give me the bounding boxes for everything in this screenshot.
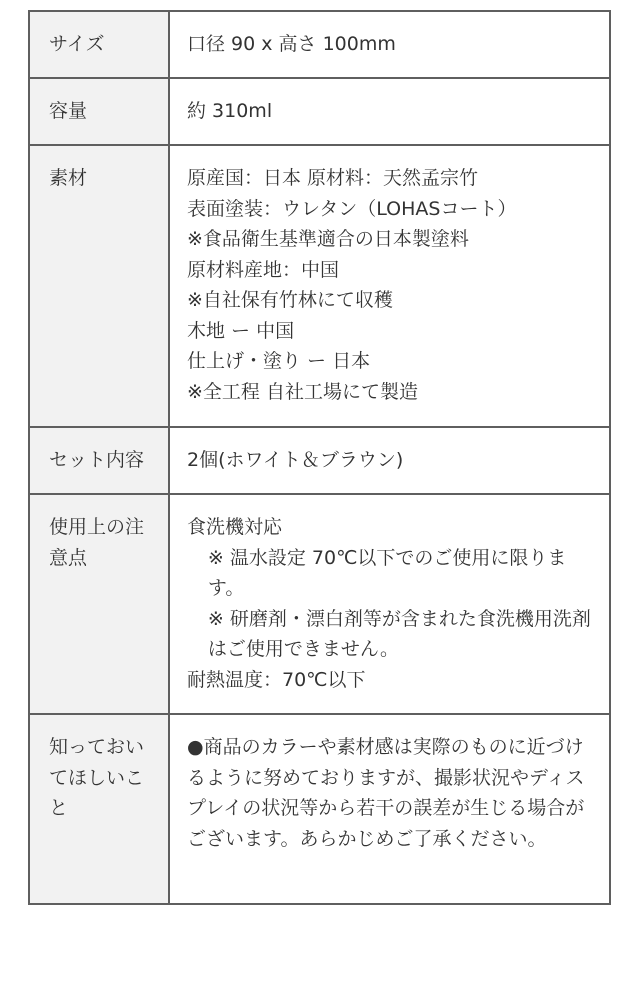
spec-label-notice: 知っておいてほしいこと bbox=[29, 714, 169, 904]
usage-note-line: 食洗機対応 bbox=[187, 516, 283, 538]
material-line: 表面塗装：ウレタン（LOHASコート） bbox=[187, 197, 517, 220]
spec-label-size: サイズ bbox=[29, 11, 169, 78]
spec-label-usage-notes: 使用上の注意点 bbox=[29, 494, 169, 714]
material-line: 仕上げ・塗り ー 日本 bbox=[187, 350, 371, 372]
spec-value-notice: ●商品のカラーや素材感は実際のものに近づけるように努めておりますが、撮影状況やディスプレイの状況等から若干の誤差が生じる場合がございます。あらかじめご了承ください。 bbox=[169, 714, 610, 904]
usage-note-line: ※ 温水設定 70℃以下でのご使用に限ります。 bbox=[207, 546, 567, 599]
spec-value-material bbox=[169, 145, 610, 427]
material-line: ※全工程 自社工場にて製造 bbox=[187, 380, 418, 403]
usage-note-line: 耐熱温度：70℃以下 bbox=[187, 668, 366, 691]
spec-value-usage-notes bbox=[169, 494, 610, 714]
usage-note-line: ※ 研磨剤・漂白剤等が含まれた食洗機用洗剤はご使用できません。 bbox=[207, 607, 591, 660]
material-line: 原産国：日本 原材料：天然孟宗竹 bbox=[187, 167, 479, 189]
spec-row-size bbox=[29, 11, 610, 78]
spec-row-set-contents bbox=[29, 427, 610, 494]
spec-row-material bbox=[29, 145, 610, 427]
spec-label-material: 素材 bbox=[29, 145, 169, 427]
spec-value-set-contents: 2個(ホワイト＆ブラウン) bbox=[169, 427, 610, 494]
material-line: ※食品衛生基準適合の日本製塗料 bbox=[187, 228, 469, 250]
spec-label-set-contents: セット内容 bbox=[29, 427, 169, 494]
spec-value-size: 口径 90 x 高さ 100mm bbox=[169, 11, 610, 78]
spec-row-notice bbox=[29, 714, 610, 904]
material-line: 原材料産地：中国 bbox=[187, 258, 340, 281]
spec-value-capacity: 約 310ml bbox=[169, 78, 610, 145]
material-line: ※自社保有竹林にて収穫 bbox=[187, 289, 393, 311]
spec-label-capacity: 容量 bbox=[29, 78, 169, 145]
material-line: 木地 ー 中国 bbox=[187, 319, 295, 342]
product-spec-table bbox=[28, 10, 611, 905]
spec-row-capacity bbox=[29, 78, 610, 145]
spec-row-usage-notes bbox=[29, 494, 610, 714]
